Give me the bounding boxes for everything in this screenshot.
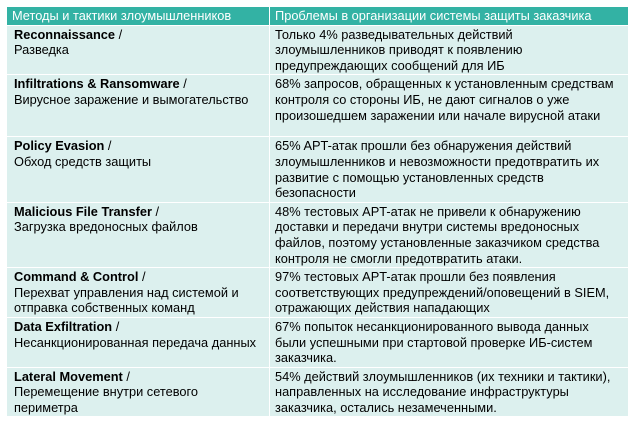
problem-cell: 67% попыток несанкционированного вывода данных были успешными при стартовой проверке ИБ-систем заказчика. <box>270 317 629 367</box>
table-row <box>7 317 629 367</box>
tactic-ru: Загрузка вредоносных файлов <box>14 219 198 235</box>
tactic-en: Malicious File Transfer <box>14 203 152 219</box>
tactic-ru: Перемещение внутри сетевого периметра <box>14 384 198 415</box>
tactic-cell <box>7 75 270 137</box>
tactic-ru: Разведка <box>14 42 69 58</box>
tactic-cell <box>7 317 270 367</box>
table-row <box>7 202 629 267</box>
table-row <box>7 268 629 318</box>
tactics-table <box>6 6 629 417</box>
problem-cell: Только 4% разведывательных действий злоумышленников приводят к появлению предупреждающих сообщений для ИБ <box>270 25 629 75</box>
tactic-sep: / <box>138 269 146 285</box>
tactic-sep: / <box>151 203 160 219</box>
tactic-en: Policy Evasion <box>14 138 105 154</box>
tactic-cell <box>7 367 270 417</box>
tactic-sep: / <box>112 318 120 334</box>
tactic-ru: Вирусное заражение и вымогательство <box>14 91 249 107</box>
problem-cell: 68% запросов, обращенных к установленным средствам контроля со стороны ИБ, не дают сигналов о уже произошедшем заражении или начале вирусной атаки <box>270 75 629 137</box>
tactic-cell <box>7 202 270 267</box>
table-row <box>7 25 629 75</box>
table-header-row <box>7 7 629 26</box>
tactic-sep: / <box>104 138 112 154</box>
tactic-en: Command & Control <box>14 269 139 285</box>
tactic-ru: Перехват управления над системой и отправка собственных команд <box>14 284 239 316</box>
tactic-en: Reconnaissance <box>14 26 116 42</box>
tactic-cell <box>7 25 270 75</box>
table-row <box>7 75 629 137</box>
tactic-cell <box>7 137 270 202</box>
tactic-en: Lateral Movement <box>14 368 123 384</box>
header-problems: Проблемы в организации системы защиты заказчика <box>270 7 629 26</box>
problem-cell: 65% APT-атак прошли без обнаружения действий злоумышленников и невозможности предотвратить их развитие с помощью установленных средств безопасности <box>270 137 629 202</box>
header-tactics: Методы и тактики злоумышленников <box>7 7 270 26</box>
tactic-ru: Несанкционированная передача данных <box>14 334 257 350</box>
table-row <box>7 367 629 417</box>
tactic-sep: / <box>179 76 187 92</box>
tactic-sep: / <box>115 26 123 42</box>
problem-cell: 97% тестовых APT-атак прошли без появления соответствующих предупреждений/оповещений в SIEM, отражающих действия нападающих <box>270 268 629 318</box>
tactic-sep: / <box>122 368 130 384</box>
problem-cell: 48% тестовых APT-атак не привели к обнаружению доставки и передачи внутри системы вредоносных файлов, поэтому установленные заказчиком средства контроля не смогли предотвратить атаки. <box>270 202 629 267</box>
problem-cell: 54% действий злоумышленников (их техники и тактики), направленных на исследование инфраструктуры заказчика, остались незамеченными. <box>270 367 629 417</box>
table-row <box>7 137 629 202</box>
tactic-cell <box>7 268 270 318</box>
tactic-en: Data Exfiltration <box>14 318 113 334</box>
tactic-en: Infiltrations & Ransomware <box>14 76 180 92</box>
tactic-ru: Обход средств защиты <box>14 153 152 169</box>
